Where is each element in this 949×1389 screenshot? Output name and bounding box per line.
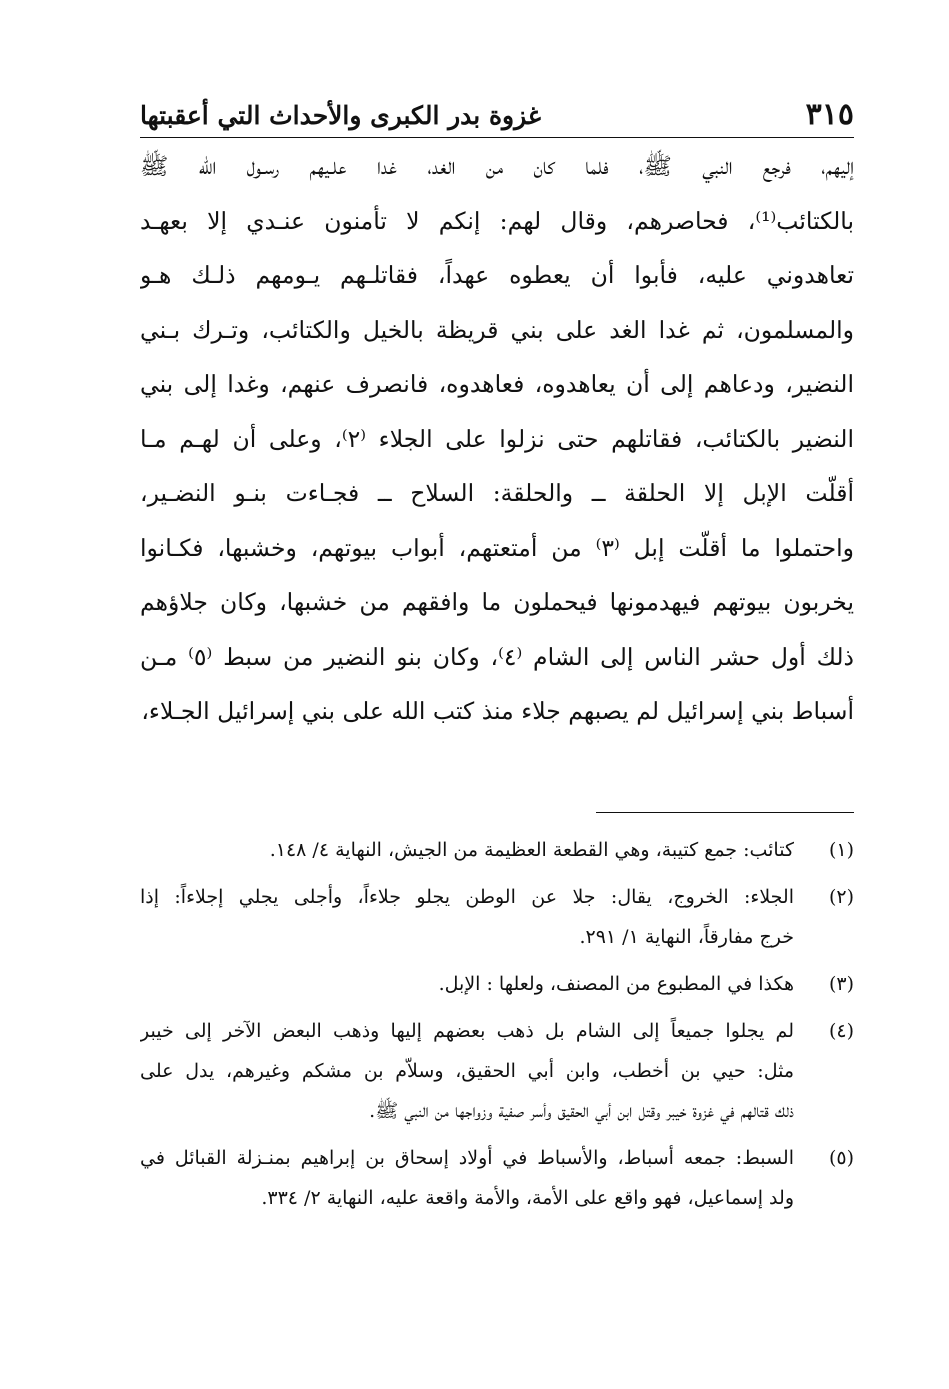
- footnote-line: ذلك قتالهم في غزوة خيبر وقتل ابن أبي الحقيق وأسر صفية وزواجها من النبي ﷺ.: [369, 1100, 794, 1122]
- running-title: غزوة بدر الكبرى والأحداث التي أعقبتها: [140, 101, 542, 130]
- footnote-line: خرج مفارقاً، النهاية ١/ ٢٩١.: [579, 926, 794, 948]
- footnotes: [140, 830, 854, 1225]
- main-text: [140, 139, 854, 739]
- footnote-number: (٥): [828, 1147, 854, 1169]
- text-line: النضير بالكتائب، فقاتلهم حتى نزلوا على الجلاء ⁽٢⁾، وعلى أن لهـم مـا: [140, 424, 854, 453]
- footnote-separator: [596, 812, 854, 813]
- page-number: ٣١٥: [805, 97, 854, 132]
- footnote-2: [140, 877, 854, 957]
- footnote-5: [140, 1138, 854, 1218]
- footnote-number: (١): [828, 839, 854, 861]
- text-line: بالكتائب⁽¹⁾، فحاصرهم، وقال لهم: إنكم لا تأمنون عنـدي إلا بعهـد: [140, 206, 854, 235]
- footnote-number: (٤): [828, 1020, 854, 1042]
- footnote-line: هكذا في المطبوع من المصنف، ولعلها : الإبل.: [438, 973, 794, 995]
- text-line: واحتملوا ما أقلّت إبل ⁽٣⁾ من أمتعتهم، أبواب بيوتهم، وخشبها، فكـانوا: [140, 533, 854, 562]
- page-header: [140, 96, 854, 136]
- footnote-line: مثل: حيي بن أخطب، وابن أبي الحقيق، وسلاّم بن مشكم وغيرهم، يدل على: [140, 1060, 794, 1082]
- text-line: تعاهدوني عليه، فأبوا أن يعطوه عهداً، فقاتلـهم يـومهم ذلـك هـو: [140, 261, 854, 289]
- text-line: ذلك أول حشر الناس إلى الشام ⁽٤⁾، وكان بنو النضير من سبط ⁽٥⁾ مـن: [140, 642, 854, 671]
- footnote-line: لم يجلوا جميعاً إلى الشام بل ذهب بعضهم إليها وذهب البعض الآخر إلى خيبر: [140, 1020, 794, 1042]
- footnote-line: ولد إسماعيل، فهو واقع على الأمة، والأمة واقعة عليه، النهاية ٢/ ٣٣٤.: [261, 1187, 794, 1209]
- footnote-4: [140, 1011, 854, 1131]
- header-rule: [140, 137, 854, 138]
- text-line: يخربون بيوتهم فيهدمونها فيحملون ما وافقهم من خشبها، وكان جلاؤهم: [140, 588, 854, 616]
- footnote-line: الجلاء: الخروج، يقال: جلا عن الوطن يجلو جلاءاً، وأجلى يجلي إجلاءاً: إذا: [140, 886, 794, 908]
- footnote-3: [140, 964, 854, 1004]
- footnote-line: كتائب: جمع كتيبة، وهي القطعة العظيمة من الجيش، النهاية ٤/ ١٤٨.: [269, 839, 794, 861]
- footnote-number: (٢): [828, 886, 854, 908]
- text-line: والمسلمون، ثم غدا الغد على بني قريظة بالخيل والكتائب، وتـرك بـني: [140, 315, 854, 344]
- text-line: أقلّت الإبل إلا الحلقة ــ والحلقة: السلاح ــ فجـاءت بنـو النضـير،: [140, 479, 854, 507]
- text-line: أسباط بني إسرائيل لم يصبهم جلاء منذ كتب الله على بني إسرائيل الجـلاء،: [141, 697, 854, 725]
- footnote-line: السبط: جمعه أسباط، والأسباط في أولاد إسحاق بن إبراهيم بمنـزلة القبائل في: [140, 1147, 794, 1169]
- text-line: إليهم، فرجع النبي ﷺ، فلما كان من الغد، غدا علـيهم رسـول الله ﷺ: [140, 152, 854, 180]
- footnote-1: [140, 830, 854, 870]
- text-line: النضير، ودعاهم إلى أن يعاهدوه، فعاهدوه، فانصرف عنهم، وغدا إلى بني: [140, 370, 854, 398]
- footnote-number: (٣): [828, 973, 854, 995]
